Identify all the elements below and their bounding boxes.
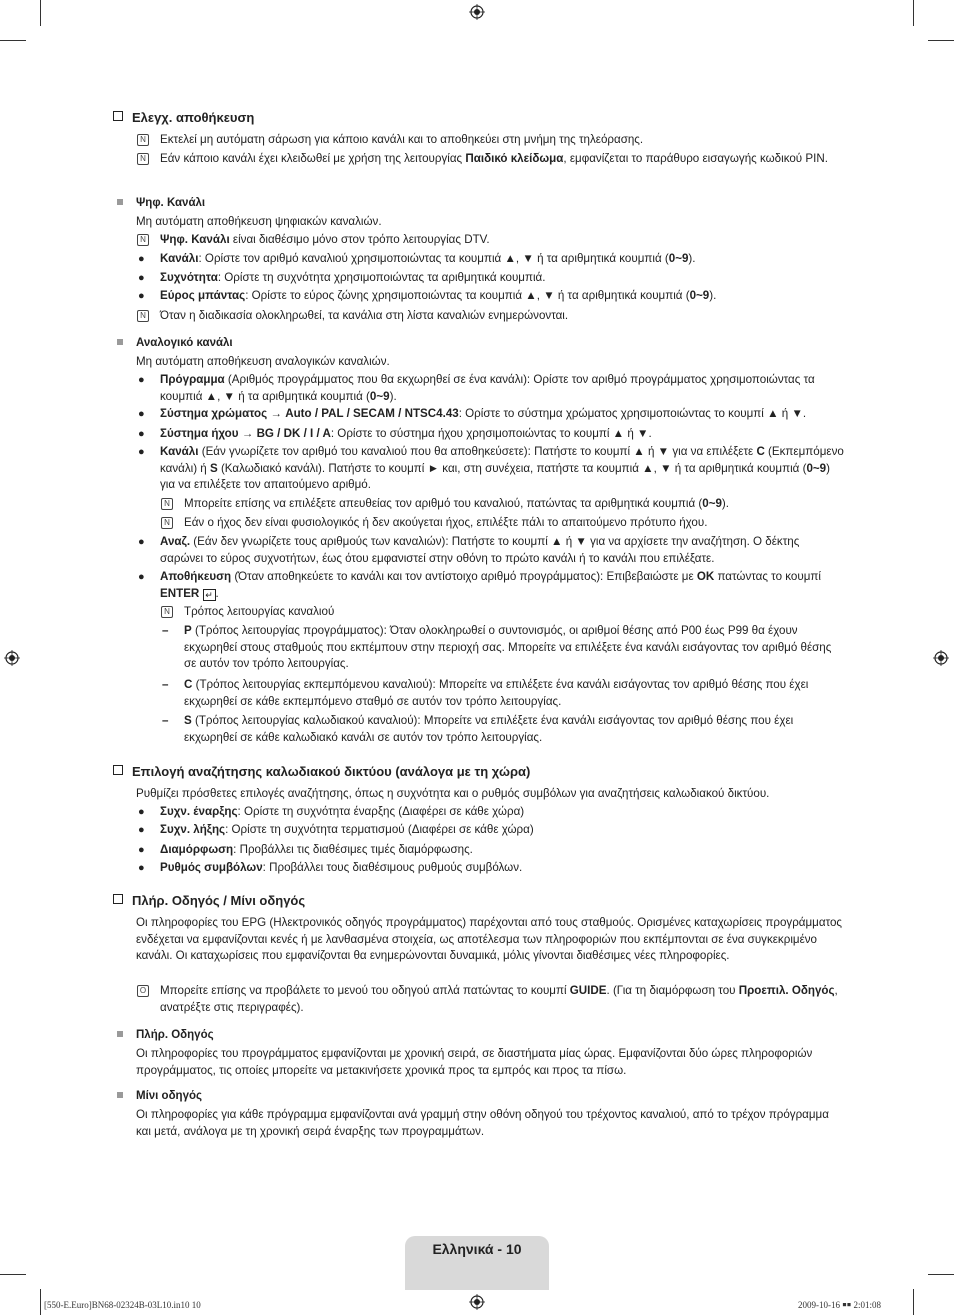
- note-icon: N: [161, 606, 173, 618]
- note-icon: N: [137, 310, 149, 322]
- note: N Όταν η διαδικασία ολοκληρωθεί, τα κανάλια στη λίστα καναλιών ενημερώνονται.: [136, 308, 844, 325]
- page-number-tab: [405, 1236, 549, 1290]
- crop-mark: [913, 1289, 914, 1315]
- paragraph: Μη αυτόματη αποθήκευση αναλογικών καναλιών.: [136, 355, 390, 368]
- bullet-icon: ●: [138, 862, 145, 874]
- list-item: – S (Τρόπος λειτουργίας καλωδιακού καναλιού): Μπορείτε να επιλέξετε ένα κανάλι εισάγοντας τον αριθμό θέσης που έχει εκχωρηθεί σε κάθε καλωδιακό κανάλι σε αυτόν τον τρόπο λειτουργίας.: [162, 714, 794, 744]
- dash-bullet-icon: –: [162, 624, 169, 637]
- registration-mark-icon: [933, 650, 949, 666]
- crop-mark: [928, 1274, 954, 1275]
- paragraph: Οι πληροφορίες του EPG (Ηλεκτρονικός οδηγός προγράμματος) παρέχονται από τους σταθμούς. Ορισμένες καταχωρίσεις προγράμματος ενδέχεται να εμφανίζονται κενές ή με λανθασμένα στοιχεία, ως αποτέλεσμα των πληροφοριών που εκπέμπονται σε ένα συγκεκριμένο κανάλι. Οι καταχωρίσεις που εμφανίζονται θα ενημερώνονται δυναμικά, μόλις γίνονται διαθέσιμες νέες πληροφορίες.: [136, 916, 843, 962]
- list-item: – C (Τρόπος λειτουργίας εκπεμπόμενου καναλιού): Μπορείτε να επιλέξετε ένα κανάλι εισάγοντας τον αριθμό θέσης που έχει εκχωρηθεί σε κάθε εκπεμπόμενο σταθμό σε αυτόν τον τρόπο λειτουργίας.: [162, 678, 809, 708]
- list-item: ● Αποθήκευση (Όταν αποθηκεύετε το κανάλι και τον αντίστοιχο αριθμό προγράμματος): Επιβεβαιώστε με OK πατώντας το κουμπί ENTER ↵ .: [138, 570, 821, 600]
- crop-mark: [913, 0, 914, 26]
- list-item: ● Κανάλι (Εάν γνωρίζετε τον αριθμό του καναλιού που θα αποθηκεύσετε): Πατήστε το κουμπί ▲ ή ▼ για να επιλέξετε C (Εκπεμπόμενο κανάλι) ή S (Καλωδιακό κανάλι). Πατήστε το κουμπί ► και, στη συνέχεια, πατήστε τα κουμπιά ▲, ▼ ή τα αριθμητικά κουμπιά (0~9) για να επιλέξετε τον απαιτούμενο αριθμό.: [138, 445, 844, 491]
- paragraph: Ρυθμίζει πρόσθετες επιλογές αναζήτησης, όπως η συχνότητα και ο ρυθμός συμβόλων για αναζητήσεις καλωδιακού δικτύου.: [136, 787, 770, 800]
- dash-bullet-icon: –: [162, 678, 169, 691]
- note: N Τρόπος λειτουργίας καναλιού: [160, 604, 844, 621]
- list-item: – P (Τρόπος λειτουργίας προγράμματος): Όταν ολοκληρωθεί ο συντονισμός, οι αριθμοί θέσης από P00 έως P99 θα έχουν εκχωρηθεί στους σταθμούς που εκπέμπουν στην περιοχή σας. Μπορείτε να επιλέξετε ένα κανάλι εισάγοντας τον αριθμό θέσης σε αυτόν τον τρόπο λειτουργίας.: [162, 624, 832, 670]
- crop-mark: [0, 1274, 26, 1275]
- list-item: ● Σύστημα ήχου → BG / DK / I / A: Ορίστε το σύστημα ήχου χρησιμοποιώντας το κουμπί ▲ ή ▼.: [136, 426, 844, 443]
- note: N Εάν κάποιο κανάλι έχει κλειδωθεί με χρήση της λειτουργίας Παιδικό κλείδωμα, εμφανίζεται το παράθυρο εισαγωγής κωδικού PIN.: [136, 151, 844, 168]
- list-item: ● Διαμόρφωση: Προβάλλει τις διαθέσιμες τιμές διαμόρφωσης.: [136, 842, 844, 859]
- dash-bullet-icon: –: [162, 714, 169, 727]
- list-item: ● Συχνότητα: Ορίστε τη συχνότητα χρησιμοποιώντας τα αριθμητικά κουμπιά.: [136, 270, 844, 287]
- page-label: Ελληνικά - 10: [432, 1241, 522, 1257]
- section-heading: Ελεγχ. αποθήκευση: [113, 110, 254, 127]
- bullet-icon: ●: [138, 844, 145, 856]
- bullet-icon: ●: [138, 536, 145, 548]
- bullet-icon: ●: [138, 272, 145, 284]
- bullet-icon: ●: [138, 806, 145, 818]
- section-heading: Πλήρ. Οδηγός / Μίνι οδηγός: [113, 893, 305, 910]
- bullet-icon: ●: [138, 374, 145, 386]
- checkbox-bullet-icon: [113, 765, 123, 775]
- registration-mark-icon: [469, 4, 485, 20]
- subsection-heading: Ψηφ. Κανάλι: [117, 195, 205, 212]
- note: N Μπορείτε επίσης να επιλέξετε απευθείας τον αριθμό του καναλιού, πατώντας τα αριθμητικά κουμπιά (0~9).: [160, 496, 844, 513]
- crop-mark: [928, 40, 954, 41]
- print-slug-right: 2009-10-16 ￭￭ 2:01:08: [798, 1300, 881, 1310]
- note-icon: N: [137, 134, 149, 146]
- subsection-heading: Μίνι οδηγός: [117, 1088, 202, 1105]
- bullet-icon: ●: [138, 253, 145, 265]
- crop-mark: [0, 40, 26, 41]
- list-item: ● Συχν. έναρξης: Ορίστε τη συχνότητα έναρξης (Διαφέρει σε κάθε χώρα): [136, 804, 844, 821]
- crop-mark: [40, 1289, 41, 1315]
- bullet-icon: ●: [138, 428, 145, 440]
- registration-mark-icon: [4, 650, 20, 666]
- subsection-heading: Αναλογικό κανάλι: [117, 335, 233, 352]
- square-bullet-icon: [117, 1031, 123, 1037]
- registration-mark-icon: [469, 1294, 485, 1310]
- bullet-icon: ●: [138, 446, 145, 458]
- note: N Ψηφ. Κανάλι είναι διαθέσιμο μόνο στον τρόπο λειτουργίας DTV.: [136, 232, 844, 249]
- print-slug-left: [550-E.Euro]BN68-02324B-03L10.in10 10: [44, 1300, 201, 1310]
- bullet-icon: ●: [138, 571, 145, 583]
- section-heading: Επιλογή αναζήτησης καλωδιακού δικτύου (ανάλογα με τη χώρα): [113, 764, 530, 781]
- list-item: ● Σύστημα χρώματος → Auto / PAL / SECAM / NTSC4.43: Ορίστε το σύστημα χρώματος χρησιμοποιώντας το κουμπί ▲ ή ▼.: [136, 406, 844, 423]
- note: O Μπορείτε επίσης να προβάλετε το μενού του οδηγού απλά πατώντας το κουμπί GUIDE. (Για τη διαμόρφωση του Προεπιλ. Οδηγός, ανατρέξτε στις περιγραφές).: [136, 983, 844, 1016]
- note: N Εκτελεί μη αυτόματη σάρωση για κάποιο κανάλι και το αποθηκεύει στη μνήμη της τηλεόρασης.: [136, 132, 844, 149]
- note-icon: N: [137, 153, 149, 165]
- list-item: ● Συχν. λήξης: Ορίστε τη συχνότητα τερματισμού (Διαφέρει σε κάθε χώρα): [136, 822, 844, 839]
- list-item: ● Ρυθμός συμβόλων: Προβάλλει τους διαθέσιμους ρυθμούς συμβόλων.: [136, 860, 844, 877]
- checkbox-bullet-icon: [113, 894, 123, 904]
- list-item: ● Εύρος μπάντας: Ορίστε το εύρος ζώνης χρησιμοποιώντας τα κουμπιά ▲, ▼ ή τα αριθμητικά κουμπιά (0~9).: [136, 288, 844, 305]
- square-bullet-icon: [117, 1092, 123, 1098]
- subsection-heading: Πλήρ. Οδηγός: [117, 1027, 214, 1044]
- bullet-icon: ●: [138, 824, 145, 836]
- paragraph: Οι πληροφορίες για κάθε πρόγραμμα εμφανίζονται ανά γραμμή στην οθόνη οδηγού του τρέχοντος καναλιού, από το τρέχον πρόγραμμα και μετά, ανάλογα με τη χρονική σειρά έναρξης των προγραμμάτων.: [136, 1108, 829, 1138]
- list-item: ● Πρόγραμμα (Αριθμός προγράμματος που θα εκχωρηθεί σε ένα κανάλι): Ορίστε τον αριθμό προγράμματος χρησιμοποιώντας τα κουμπιά ▲, ▼ ή τα αριθμητικά κουμπιά (0~9).: [138, 373, 815, 403]
- square-bullet-icon: [117, 339, 123, 345]
- note-icon: N: [137, 234, 149, 246]
- paragraph: Οι πληροφορίες του προγράμματος εμφανίζονται με χρονική σειρά, σε διαστήματα μίας ώρας. Εμφανίζονται δύο ώρες πληροφοριών προγράμματος, τις οποίες μπορείτε να μετακινήσετε χρονικά προς τα εμπρός και προς τα πίσω.: [136, 1047, 813, 1077]
- note: N Εάν ο ήχος δεν είναι φυσιολογικός ή δεν ακούγεται ήχος, επιλέξτε πάλι το απαιτούμενο πρότυπο ήχου.: [160, 515, 844, 532]
- crop-mark: [40, 0, 41, 26]
- note-icon: N: [161, 498, 173, 510]
- list-item: ● Αναζ. (Εάν δεν γνωρίζετε τους αριθμούς των καναλιών): Πατήστε το κουμπί ▲ ή ▼ για να αρχίσετε την αναζήτηση. Ο δέκτης σαρώνει το εύρος συχνοτήτων, έως ότου εμφανιστεί στην οθόνη το πρώτο κανάλι ή το κανάλι που επιλέξατε.: [138, 535, 800, 565]
- note-icon: O: [137, 985, 149, 997]
- list-item: ● Κανάλι: Ορίστε τον αριθμό καναλιού χρησιμοποιώντας τα κουμπιά ▲, ▼ ή τα αριθμητικά κουμπιά (0~9).: [136, 251, 844, 268]
- bullet-icon: ●: [138, 408, 145, 420]
- enter-key-icon: ↵: [203, 589, 216, 601]
- note-icon: N: [161, 517, 173, 529]
- paragraph: Μη αυτόματη αποθήκευση ψηφιακών καναλιών.: [136, 215, 382, 228]
- checkbox-bullet-icon: [113, 111, 123, 121]
- square-bullet-icon: [117, 199, 123, 205]
- bullet-icon: ●: [138, 290, 145, 302]
